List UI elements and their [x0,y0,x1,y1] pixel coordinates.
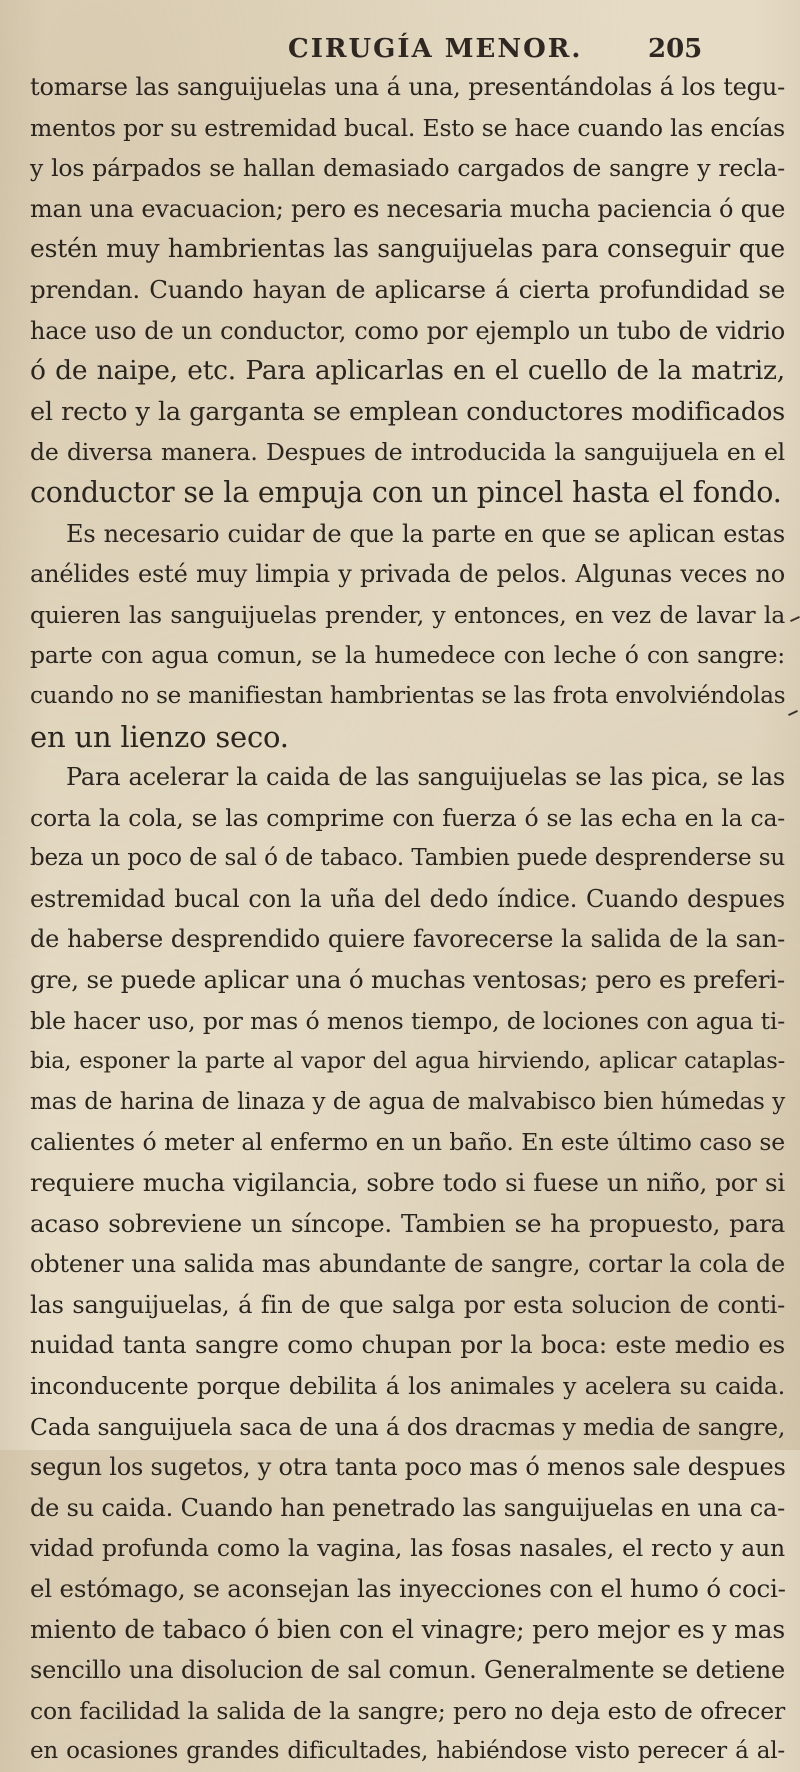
text-line: beza un poco de sal ó de tabaco. Tambien puede desprenderse su [30,845,785,872]
text-line: ble hacer uso, por mas ó menos tiempo, de lociones con agua ti- [30,1006,785,1035]
text-line: en un lienzo seco. [30,719,289,754]
text-line: gre, se puede aplicar una ó muchas ventosas; pero es preferi- [30,965,785,995]
page-number: 205 [648,34,703,64]
text-line: las sanguijuelas, á fin de que salga por esta solucion de conti- [30,1290,785,1319]
text-line: de haberse desprendido quiere favorecerse la salida de la san- [30,925,785,954]
text-line: vidad profunda como la vagina, las fosas nasales, el recto y aun [30,1534,785,1563]
text-line: hace uso de un conductor, como por ejemplo un tubo de vidrio [30,316,785,345]
text-line: corta la cola, se las comprime con fuerza ó se las echa en la ca- [30,803,785,832]
margin-mark [788,710,798,716]
text-line: de su caida. Cuando han penetrado las sanguijuelas en una ca- [30,1493,785,1522]
text-line: anélides esté muy limpia y privada de pelos. Algunas veces no [30,560,785,589]
text-line: mas de harina de linaza y de agua de malvabisco bien húmedas y [30,1088,785,1115]
text-line: obtener una salida mas abundante de sangre, cortar la cola de [30,1250,785,1279]
paragraph-start: Para acelerar la caida de las sanguijuelas se las pica, se las [66,763,785,792]
text-line: tomarse las sanguijuelas una á una, presentándolas á los tegu- [30,73,785,101]
text-line: estremidad bucal con la uña del dedo índice. Cuando despues [30,884,785,913]
text-line: con facilidad la salida de la sangre; pero no deja esto de ofrecer [30,1696,785,1725]
text-line: en ocasiones grandes dificultades, habiéndose visto perecer á al- [30,1738,785,1765]
text-line: parte con agua comun, se la humedece con leche ó con sangre: [30,641,785,670]
text-line: bia, esponer la parte al vapor del agua hirviendo, aplicar cataplas- [30,1048,785,1075]
text-line: requiere mucha vigilancia, sobre todo si fuese un niño, por si [30,1168,785,1198]
text-line: y los párpados se hallan demasiado cargados de sangre y recla- [30,154,785,183]
text-line: segun los sugetos, y otra tanta poco mas ó menos sale despues [30,1453,786,1482]
text-line: quieren las sanguijuelas prender, y entonces, en vez de lavar la [30,600,785,629]
text-line: cuando no se manifiestan hambrientas se las frota envolviéndolas [30,682,786,709]
text-line: el estómago, se aconsejan las inyecciones con el humo ó coci- [30,1573,786,1603]
text-line: man una evacuacion; pero es necesaria mucha paciencia ó que [30,194,786,223]
text-line: conductor se la empuja con un pincel hasta el fondo. [30,475,782,509]
margin-mark [790,616,800,622]
text-line: calientes ó meter al enfermo en un baño. En este último caso se [30,1128,785,1157]
running-title: CIRUGÍA MENOR. [288,34,583,64]
text-line: el recto y la garganta se emplean conductores modificados [30,396,785,427]
text-line: inconducente porque debilita á los animales y acelera su caida. [30,1372,785,1400]
text-line: Cada sanguijuela saca de una á dos dracmas y media de sangre, [30,1412,786,1441]
text-line: mentos por su estremidad bucal. Esto se hace cuando las encías [30,113,785,142]
text-line: ó de naipe, etc. Para aplicarlas en el cuello de la matriz, [30,355,785,387]
text-line: de diversa manera. Despues de introducida la sanguijuela en el [30,438,785,467]
body-text [30,67,785,1772]
text-line: nuidad tanta sangre como chupan por la boca: este medio es [30,1330,785,1360]
text-line: sencillo una disolucion de sal comun. Generalmente se detiene [30,1656,785,1685]
text-line: miento de tabaco ó bien con el vinagre; pero mejor es y mas [30,1614,785,1644]
text-line: prendan. Cuando hayan de aplicarse á cierta profundidad se [30,274,785,304]
text-line: acaso sobreviene un síncope. Tambien se ha propuesto, para [30,1208,785,1238]
text-line: estén muy hambrientas las sanguijuelas para conseguir que [30,234,785,264]
paragraph-start: Es necesario cuidar de que la parte en que se aplican estas [66,519,785,548]
